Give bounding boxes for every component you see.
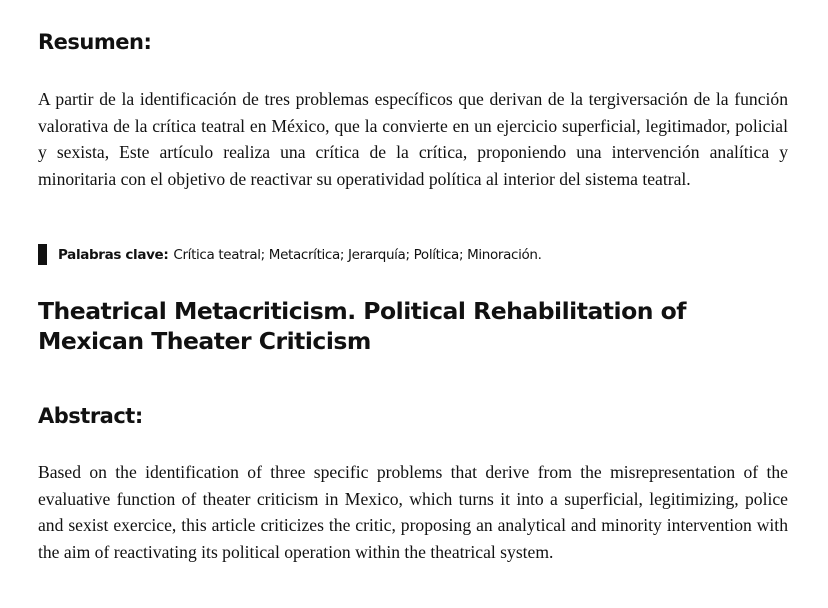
keyword-marker-icon — [38, 244, 47, 265]
abstract-paragraph: Based on the identification of three specific problems that derive from the misrepresentation of the evaluative function of theater criticism in Mexico, which turns it into a superficial, legitimizing, police and sexist exercice, this article criticizes the critic, proposing an analytical and minority intervention with the aim of reactivating its political operation within the theatrical system. — [38, 462, 788, 562]
english-title: Theatrical Metacriticism. Political Rehabilitation of Mexican Theater Criticism — [38, 297, 687, 355]
resumen-heading: Resumen: — [38, 30, 152, 54]
keywords-label: Palabras clave: — [58, 246, 169, 263]
abstract-heading: Abstract: — [38, 404, 143, 428]
keywords-value: Crítica teatral; Metacrítica; Jerarquía; Política; Minoración. — [173, 246, 542, 263]
keywords-line — [38, 244, 542, 265]
resumen-paragraph: A partir de la identificación de tres problemas específicos que derivan de la tergiversación de la función valorativa de la crítica teatral en México, que la convierte en un ejercicio superficial, legitimador, policial y sexista, Este artículo realiza una crítica de la crítica, proponiendo una intervención analítica y minoritaria con el objetivo de reactivar su operatividad política al interior del sistema teatral. — [38, 89, 788, 189]
